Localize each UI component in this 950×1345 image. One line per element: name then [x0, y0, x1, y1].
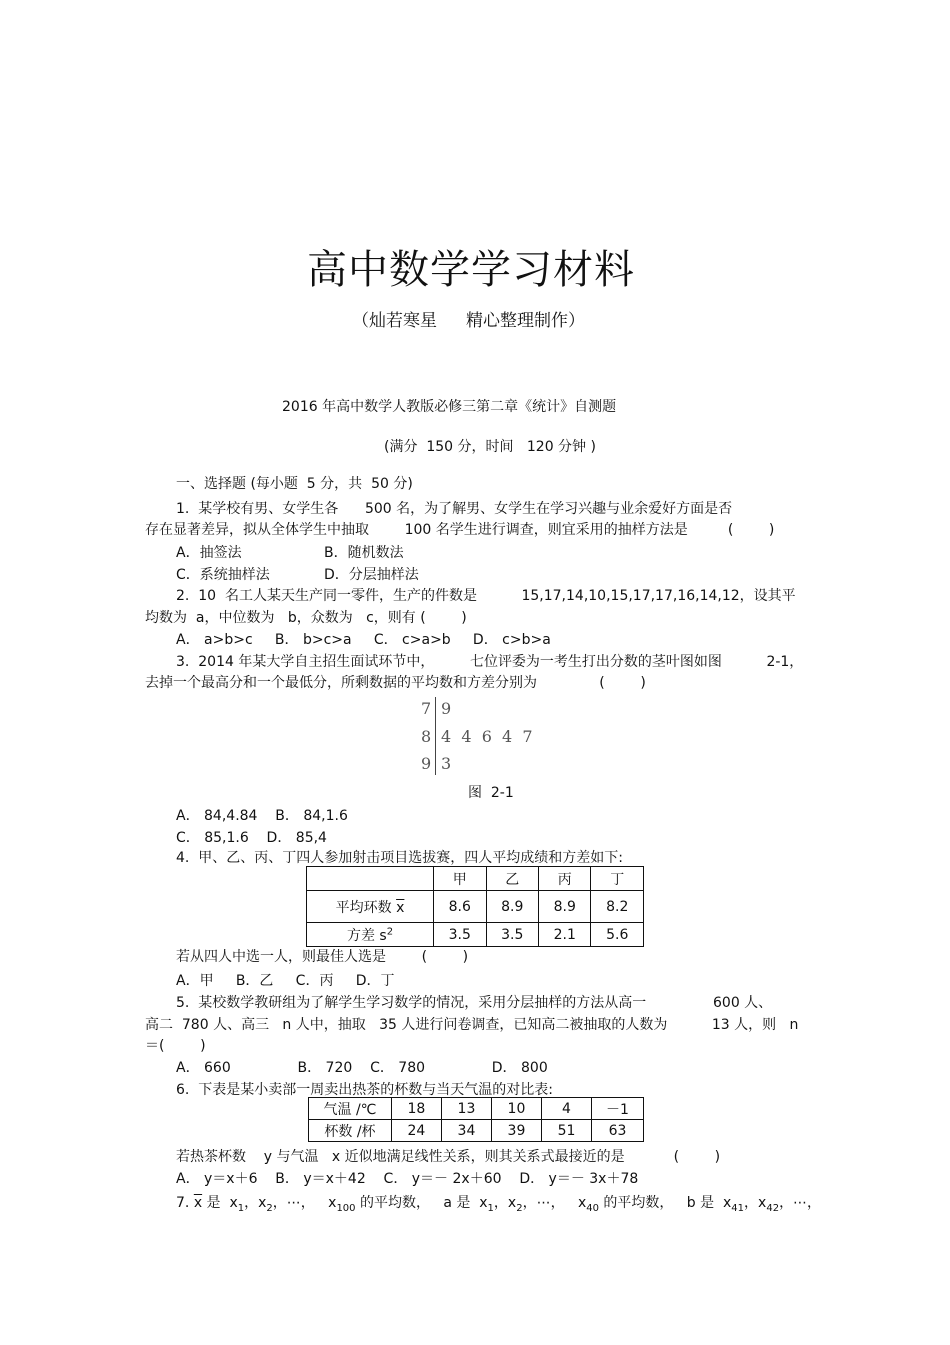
- q4-row2-label: [307, 923, 434, 947]
- q7-text: ，⋯，: [779, 1195, 822, 1211]
- q4-options: A．甲 B．乙 C．丙 D．丁: [176, 973, 395, 989]
- leaves-8: 4 4 6 4 7: [441, 727, 533, 746]
- q1-option-d: D．分层抽样法: [324, 567, 419, 583]
- q6-question: 若热茶杯数 y 与气温 x 近似地满足线性关系，则其关系式最接近的是 ( ): [176, 1149, 721, 1165]
- q4-row1-label: [307, 891, 434, 923]
- q7-text: 的平均数， a 是 x: [355, 1195, 488, 1211]
- paper-meta: (满分 150 分，时间 120 分钟 ): [384, 439, 596, 455]
- q4-row1-label-text: 平均环数: [335, 899, 397, 916]
- q1-option-a: A．抽签法: [176, 545, 242, 561]
- q4-header-bing: 丙: [539, 867, 591, 891]
- q5-line3: ＝( ): [145, 1038, 206, 1054]
- q6-cell: 18: [391, 1098, 441, 1120]
- q7-sub: 1: [487, 1202, 494, 1214]
- q3-options-line2: C． 85,1.6 D． 85,4: [176, 830, 327, 846]
- subtitle-left: （灿若寒星: [352, 311, 437, 331]
- subtitle-right: 精心整理制作）: [466, 311, 585, 331]
- q2-line2: 均数为 a，中位数为 b，众数为 c，则有 ( ): [145, 610, 467, 626]
- q5-line2: 高二 780 人、高三 n 人中，抽取 35 人进行问卷调查，已知高二被抽取的人数为 13 人，则 n: [145, 1017, 799, 1033]
- q7-sub: 42: [766, 1202, 780, 1214]
- q6-cell: 63: [591, 1120, 643, 1142]
- q6-cell: 51: [541, 1120, 591, 1142]
- main-title: 高中数学学习材料: [307, 247, 635, 293]
- q6-cell: －1: [591, 1098, 643, 1120]
- q7-sub: 2: [266, 1202, 273, 1214]
- q3-line1: 3. 2014 年某大学自主招生面试环节中， 七位评委为一考生打出分数的茎叶图如图 2-1，: [176, 654, 804, 670]
- stem-leaf-plot: [415, 695, 535, 777]
- q2-line1: 2. 10 名工人某天生产同一零件，生产的件数是 15,17,14,10,15,17,17,16,14,12，设其平: [176, 588, 796, 604]
- q7-text: ，⋯， x: [272, 1195, 337, 1211]
- q4-row2-label-text: 方差 s: [346, 927, 387, 944]
- q7-text: 是 x: [202, 1195, 238, 1211]
- q6-row2-label: 杯数 /杯: [309, 1120, 392, 1142]
- stem-7: 7: [421, 699, 432, 718]
- q7-prefix: 7.: [176, 1195, 194, 1211]
- q7-text: ，x: [744, 1195, 767, 1211]
- q6-cell: 13: [441, 1098, 491, 1120]
- q4-line1: 4. 甲、乙、丙、丁四人参加射击项目选拔赛，四人平均成绩和方差如下:: [176, 850, 623, 866]
- q3-line2: 去掉一个最高分和一个最低分，所剩数据的平均数和方差分别为 ( ): [145, 675, 646, 691]
- q4-cell: 3.5: [434, 923, 486, 947]
- q4-row1-symbol: $\overline{x}$: [396, 899, 405, 916]
- stem-9: 9: [421, 754, 432, 773]
- q6-row1-label: 气温 /℃: [309, 1098, 392, 1120]
- figure-caption: 图 2-1: [468, 785, 514, 801]
- q6-cell: 10: [491, 1098, 541, 1120]
- q4-cell: 5.6: [591, 923, 644, 947]
- q6-options: A． y＝x＋6 B． y＝x＋42 C． y＝－ 2x＋60 D． y＝－ 3x＋78: [176, 1171, 639, 1187]
- leaves-7: 9: [441, 699, 452, 718]
- q4-cell: 8.9: [486, 891, 538, 923]
- q2-options: A． a>b>c B． b>c>a C． c>a>b D． c>b>a: [176, 632, 551, 648]
- q7-sub: 1: [237, 1202, 245, 1214]
- q6-line1: 6. 下表是某小卖部一周卖出热茶的杯数与当天气温的对比表:: [176, 1082, 553, 1098]
- q4-row2-sup: 2: [386, 925, 394, 937]
- q4-question: 若从四人中选一人，则最佳人选是 ( ): [176, 949, 469, 965]
- q1-line2: 存在显著差异，拟从全体学生中抽取 100 名学生进行调查，则宜采用的抽样方法是 ( ): [145, 522, 775, 538]
- leaves-9: 3: [441, 754, 452, 773]
- q4-cell: 8.9: [539, 891, 591, 923]
- q4-header-yi: 乙: [486, 867, 538, 891]
- q1-option-c: C．系统抽样法: [176, 567, 270, 583]
- q1-line1: 1. 某学校有男、女学生各 500 名，为了解男、女学生在学习兴趣与业余爱好方面是否: [176, 501, 733, 517]
- q6-cell: 24: [391, 1120, 441, 1142]
- q6-cell: 4: [541, 1098, 591, 1120]
- q6-cell: 34: [441, 1120, 491, 1142]
- q7-sub: 2: [516, 1202, 523, 1214]
- q1-option-b: B．随机数法: [324, 545, 404, 561]
- q5-line1: 5. 某校数学教研组为了解学生学习数学的情况，采用分层抽样的方法从高一 600 人、: [176, 995, 773, 1011]
- q7-line1: [176, 1192, 821, 1214]
- q7-sub: 100: [336, 1202, 356, 1214]
- stem-leaf-divider: [435, 697, 436, 775]
- q4-cell: 8.6: [434, 891, 486, 923]
- q7-text: ，x: [493, 1195, 517, 1211]
- q7-sub: 41: [731, 1202, 745, 1214]
- q5-options: A． 660 B． 720 C． 780 D． 800: [176, 1060, 548, 1076]
- q4-cell: 8.2: [591, 891, 644, 923]
- stem-8: 8: [421, 727, 432, 746]
- q4-cell: 2.1: [539, 923, 591, 947]
- section-heading: 一、选择题 (每小题 5 分，共 50 分): [176, 476, 413, 492]
- q4-table: [306, 866, 644, 947]
- q7-xbar: $\overline{x}$: [193, 1195, 203, 1211]
- q4-header-empty: [307, 867, 434, 891]
- q4-cell: 3.5: [486, 923, 538, 947]
- q4-header-jia: 甲: [434, 867, 486, 891]
- q3-options-line1: A． 84,4.84 B． 84,1.6: [176, 808, 348, 824]
- q7-text: ，x: [244, 1195, 267, 1211]
- q4-header-ding: 丁: [591, 867, 644, 891]
- q7-text: 的平均数， b 是 x: [598, 1195, 732, 1211]
- q6-cell: 39: [491, 1120, 541, 1142]
- q7-text: ，⋯， x: [522, 1195, 587, 1211]
- q7-sub: 40: [586, 1202, 599, 1214]
- q6-table: [308, 1097, 644, 1142]
- paper-title: 2016 年高中数学人教版必修三第二章《统计》自测题: [282, 399, 617, 415]
